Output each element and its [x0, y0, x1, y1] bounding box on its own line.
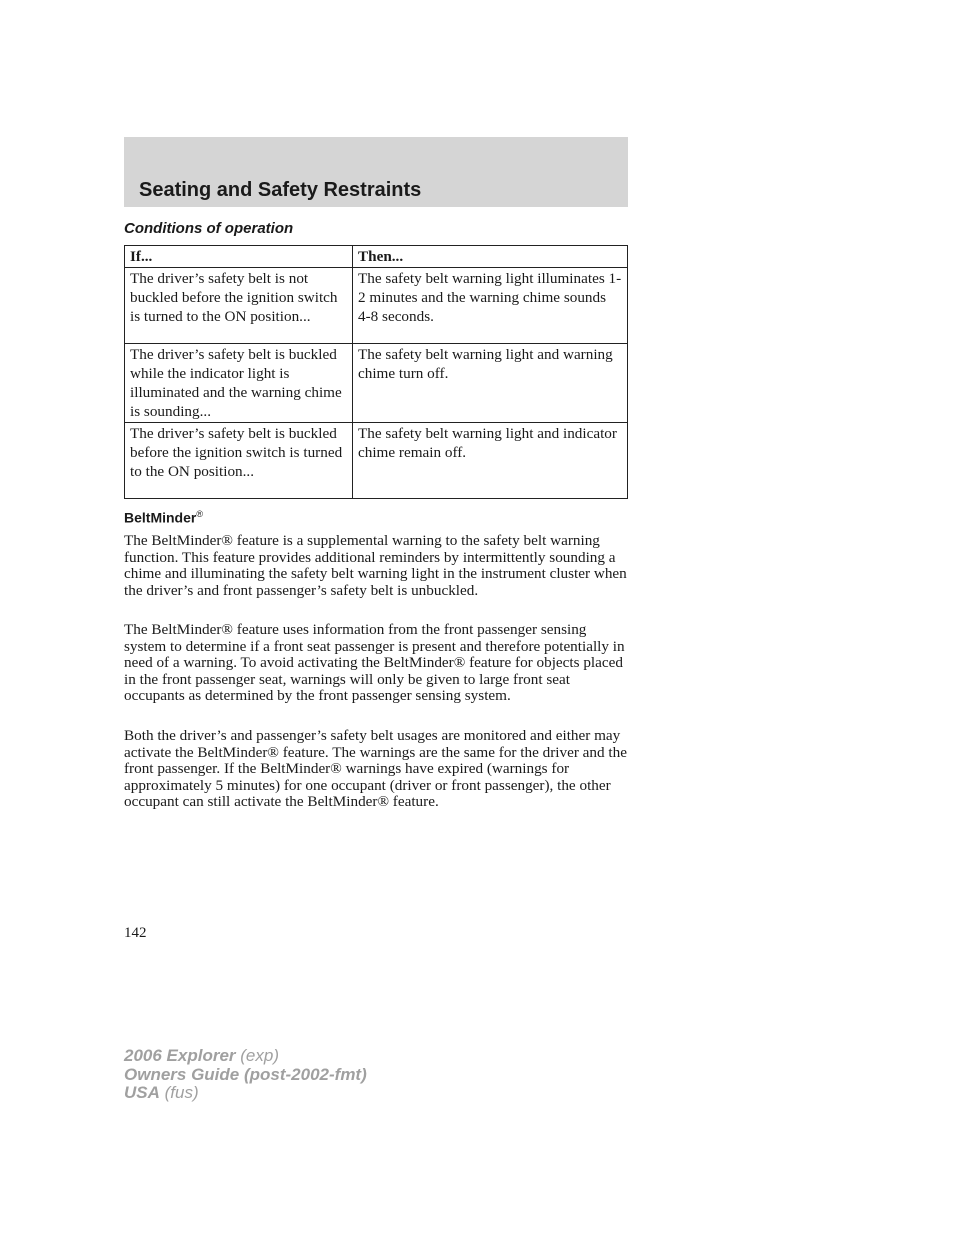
registered-mark: ®	[196, 509, 203, 519]
beltminder-heading-text: BeltMinder	[124, 509, 197, 526]
table-row	[125, 423, 628, 499]
beltminder-paragraph-1: The BeltMinder® feature is a supplemental warning to the safety belt warning function. This feature provides additional reminders by intermittently sounding a chime and illuminating the safety belt warning light in the instrument cluster when the driver’s and front passenger’s safety belt is unbuckled.	[124, 532, 627, 599]
result-cell: The safety belt warning light and indicator chime remain off.	[353, 423, 628, 499]
footer-market: USA	[124, 1083, 160, 1102]
section-header-band	[124, 137, 628, 207]
conditions-table	[124, 245, 628, 499]
beltminder-paragraph-3: Both the driver’s and passenger’s safety belt usages are monitored and either may activate the BeltMinder® feature. The warnings are the same for the driver and the front passenger. If the BeltMinder® warnings have expired (warnings for approximately 5 minutes) for one occupant (driver or front passenger), the other occupant can still activate the BeltMinder® feature.	[124, 727, 627, 810]
section-title: Seating and Safety Restraints	[139, 179, 422, 201]
footer-model-code: (exp)	[240, 1046, 279, 1065]
column-header-then: Then...	[353, 246, 628, 268]
footer-guide: Owners Guide (post-2002-fmt)	[124, 1064, 367, 1084]
result-cell: The safety belt warning light and warning chime turn off.	[353, 344, 628, 423]
conditions-heading: Conditions of operation	[124, 220, 294, 237]
footer-line-2	[124, 1066, 367, 1085]
table-row	[125, 344, 628, 423]
beltminder-paragraph-2: The BeltMinder® feature uses information from the front passenger sensing system to determine if a front seat passenger is present and therefore potentially in need of a warning. To avoid activating the BeltMinder® feature for objects placed in the front passenger seat, warnings will only be given to large front seat occupants as determined by the front passenger sensing system.	[124, 621, 625, 704]
footer-line-3	[124, 1084, 367, 1103]
page-number: 142	[124, 925, 147, 941]
column-header-if: If...	[125, 246, 353, 268]
footer-market-code: (fus)	[164, 1083, 199, 1102]
condition-cell: The driver’s safety belt is buckled before the ignition switch is turned to the ON position...	[125, 423, 353, 499]
beltminder-heading	[124, 509, 203, 526]
footer-model: 2006 Explorer	[124, 1046, 236, 1065]
table-row	[125, 268, 628, 344]
result-cell: The safety belt warning light illuminates 1-2 minutes and the warning chime sounds 4-8 seconds.	[353, 268, 628, 344]
document-footer	[124, 1047, 367, 1103]
condition-cell: The driver’s safety belt is buckled while the indicator light is illuminated and the warning chime is sounding...	[125, 344, 353, 423]
footer-line-1	[124, 1047, 367, 1066]
table-header-row	[125, 246, 628, 268]
condition-cell: The driver’s safety belt is not buckled before the ignition switch is turned to the ON position...	[125, 268, 353, 344]
